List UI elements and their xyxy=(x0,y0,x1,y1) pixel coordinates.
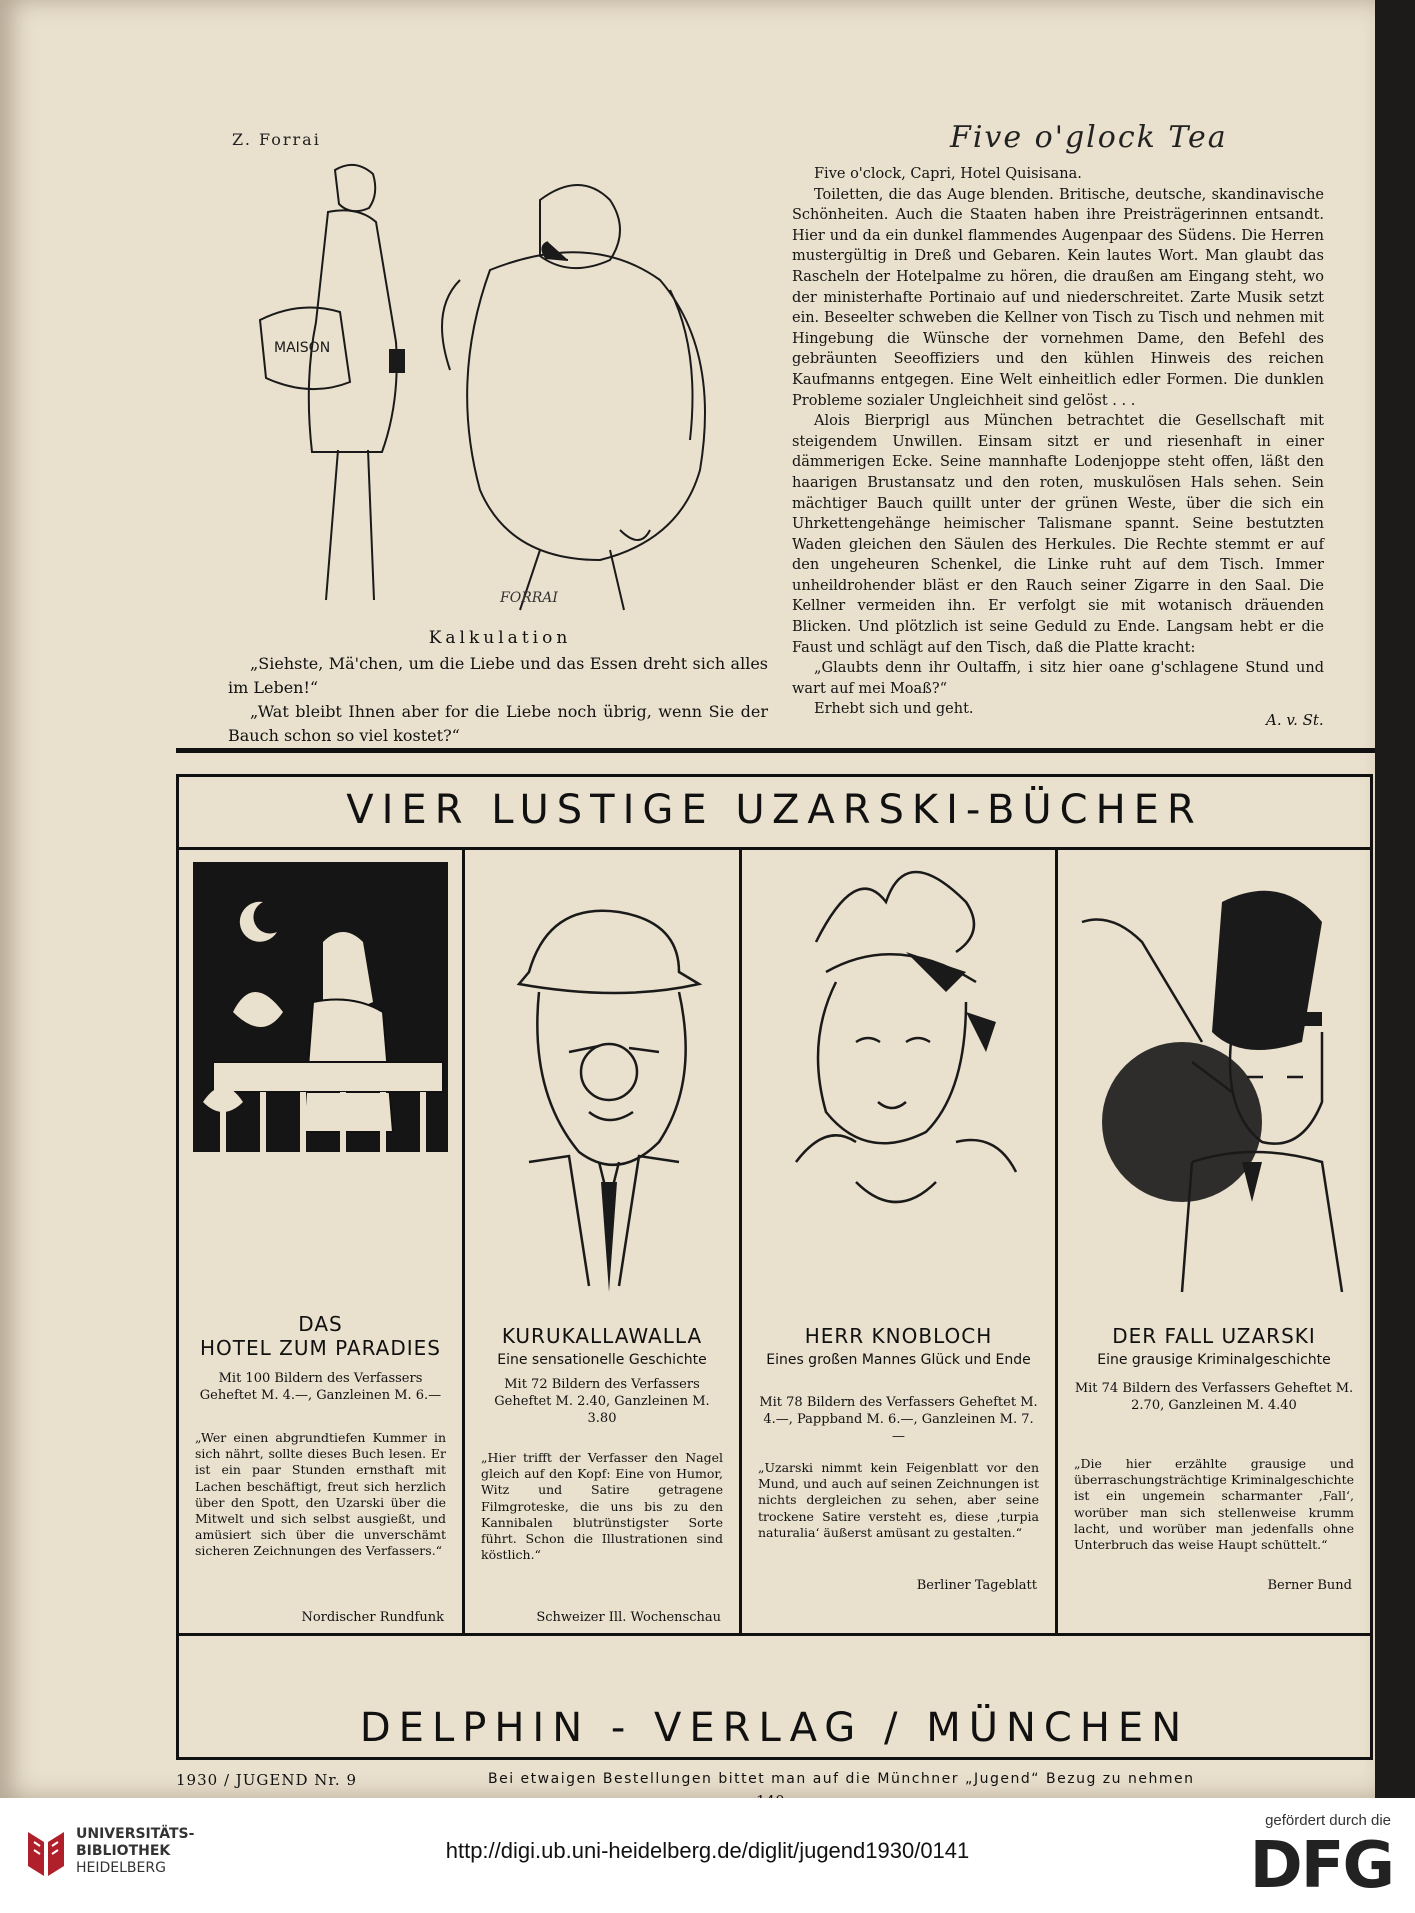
story-paragraph: Five o'clock, Capri, Hotel Quisisana. xyxy=(814,166,1082,182)
book-review: „Die hier erzählte grausige und überraschungsträchtige Kriminalgeschichte ist ein ungemein scharmanter ‚Fall‘, worüber man sich stellenweise krumm lacht, und worüber man jedenfalls ohne Unterbruch das weise Haupt schüttelt.“ xyxy=(1074,1456,1354,1553)
book-price: Mit 74 Bildern des Verfassers Geheftet M. 2.70, Ganzleinen M. 4.40 xyxy=(1074,1381,1354,1413)
book-illustration xyxy=(193,862,448,1292)
book-subtitle: Eine sensationelle Geschichte xyxy=(497,1352,707,1368)
cartoon-illustration xyxy=(240,150,760,620)
book-subtitle: Eines großen Mannes Glück und Ende xyxy=(766,1352,1031,1368)
permalink-url[interactable]: http://digi.ub.uni-heidelberg.de/diglit/jugend1930/0141 xyxy=(445,1838,970,1863)
cartoon-caption xyxy=(228,652,768,748)
book-card xyxy=(465,850,739,1633)
review-source: Berliner Tageblatt xyxy=(916,1578,1037,1593)
book-price: Mit 72 Bildern des Verfassers Geheftet M. 2.40, Ganzleinen M. 3.80 xyxy=(494,1377,710,1426)
library-name-line: BIBLIOTHEK xyxy=(76,1843,171,1859)
review-source: Schweizer Ill. Wochenschau xyxy=(536,1610,721,1625)
story-paragraph: Erhebt sich und geht. xyxy=(814,701,974,718)
book-card xyxy=(179,850,462,1633)
funding-label: gefördert durch die xyxy=(1265,1812,1391,1829)
story-paragraph: „Glaubts denn ihr Oultaffn, i sitz hier oane g'schlagene Stund und wart auf mei Moaß?“ xyxy=(792,660,1324,697)
book-subtitle: Eine grausige Kriminalgeschichte xyxy=(1097,1352,1331,1368)
book-illustration xyxy=(756,862,1041,1292)
book-title: HERR KNOBLOCH xyxy=(804,1324,993,1348)
story-paragraph: Toiletten, die das Auge blenden. Britische, deutsche, skandinavische Schönheiten. Auch die Staaten haben ihre Preisträgerinnen entsandt. Hier und da ein dunkel flammendes Augenpaar des Südens. Die Herren mustergültig in Dreß und Gebaren. Kein lautes Wort. Man glaubt das Rascheln der Hotelpalme zu hören, die draußen am Eingang steht, wo der ministerhafte Portinaio auf und niederschreitet. Zarte Musik setzt ein. Beseelter schweben die Kellner von Tisch zu Tisch und nehmen mit Hingebung die Wünsche der vornehmen Dame, den Befehl des gebräunten Seeoffiziers und den kühlen Hinweis des reichen Kaufmanns entgegen. Eine Welt einheitlich edler Formen. Die dunklen Probleme sozialer Ungleichheit sind gelöst . . . xyxy=(792,186,1324,409)
artist-signature: FORRAI xyxy=(500,590,558,606)
hotel-paradies-drawing xyxy=(193,862,448,1292)
library-name-line: UNIVERSITÄTS- xyxy=(76,1826,195,1842)
book-card xyxy=(1058,850,1370,1633)
story-author: A. v. St. xyxy=(1266,711,1324,729)
kurukallawalla-drawing xyxy=(479,862,725,1292)
book-title-line: HOTEL ZUM PARADIES xyxy=(200,1336,441,1360)
book-illustration xyxy=(479,862,725,1292)
book-title: KURUKALLAWALLA xyxy=(501,1324,703,1348)
book-title xyxy=(179,1312,462,1360)
book-price: Mit 78 Bildern des Verfassers Geheftet M. 4.—, Pappband M. 6.—, Ganzleinen M. 7.— xyxy=(759,1395,1038,1444)
book-advertisement xyxy=(176,774,1373,1760)
book-title-line: DAS xyxy=(298,1312,343,1336)
book-title: DER FALL UZARSKI xyxy=(1112,1324,1316,1348)
story-paragraph: Alois Bierprigl aus München betrachtet die Gesellschaft mit steigendem Unwillen. Einsam sitzt er und riesenhaft in einer dämmerigen Ecke. Seine mannhafte Lodenjoppe steht offen, läßt den haarigen Brustansatz und den roten, muskulösen Hals sehen. Sein mächtiger Bauch quillt unter der grünen Weste, über die sich ein Uhrkettengehänge heimischer Talismane spannt. Seine bestutzten Waden gleichen den Säulen des Herkules. Die Rechte stemmt er auf den ungeheuren Schenkel, die Linke ruht auf dem Tisch. Immer unheildrohender bläst er den Rauch seiner Zigarre in den Saal. Die Kellner vermeiden ihn. Er verfolgt sie mit wotanisch dräuenden Blicken. Und plötzlich ist seine Geduld zu Ende. Langsam hebt er die Faust und schlägt auf den Tisch, daß die Platte kracht: xyxy=(792,413,1324,656)
digitization-footer xyxy=(0,1798,1415,1913)
review-source: Nordischer Rundfunk xyxy=(301,1610,444,1625)
cartoon-drawing xyxy=(240,150,760,620)
artist-credit: Z. Forrai xyxy=(232,130,321,149)
section-divider xyxy=(176,748,1375,753)
publisher-name: DELPHIN - VERLAG / MÜNCHEN xyxy=(359,1705,1190,1751)
book-illustration xyxy=(1072,862,1356,1292)
caption-line: „Wat bleibt Ihnen aber for die Liebe noch übrig, wenn Sie der Bauch schon so viel kostet?“ xyxy=(228,702,768,745)
der-fall-uzarski-drawing xyxy=(1072,862,1356,1292)
svg-text:MAISON: MAISON xyxy=(274,340,331,356)
ad-divider xyxy=(179,1633,1370,1636)
book-price: Mit 100 Bildern des Verfassers Geheftet M. 4.—, Ganzleinen M. 6.— xyxy=(199,1371,442,1403)
story-title: Five o'glock Tea xyxy=(950,120,1228,155)
book-review: „Uzarski nimmt kein Feigenblatt vor den Mund, und auch auf seinen Zeichnungen ist nichts dergleichen zu sehen, aber seine trockene Satire versteht es, diese ‚turpia naturalia‘ äußerst amüsant zu gestalten.“ xyxy=(758,1460,1039,1540)
herr-knobloch-drawing xyxy=(756,862,1041,1292)
ad-headline: VIER LUSTIGE UZARSKI-BÜCHER xyxy=(346,787,1203,833)
order-note: Bei etwaigen Bestellungen bittet man auf die Münchner „Jugend“ Bezug zu nehmen xyxy=(488,1771,1195,1787)
review-source: Berner Bund xyxy=(1267,1578,1352,1593)
library-name-line: HEIDELBERG xyxy=(76,1860,166,1876)
story-body xyxy=(792,164,1324,720)
book-review: „Wer einen abgrundtiefen Kummer in sich nährt, sollte dieses Buch lesen. Er ist ein paar Stunden ernsthaft mit Lachen beschäftigt, freut sich herzlich über den Spott, den Uzarski über die Mitwelt und sich selbst ausgießt, und amüsiert sich über die unverschämt sicheren Zeichnungen des Verfassers.“ xyxy=(195,1430,446,1559)
issue-label: 1930 / JUGEND Nr. 9 xyxy=(176,1771,357,1789)
book-review: „Hier trifft der Verfasser den Nagel gleich auf den Kopf: Eine von Humor, Witz und Satire getragene Filmgroteske, die uns bis zu den Kannibalen blutrünstigster Sorte führt. Schon die Illustrationen sind köstlich.“ xyxy=(481,1450,723,1563)
caption-line: „Siehste, Mä'chen, um die Liebe und das Essen dreht sich alles im Leben!“ xyxy=(228,654,768,697)
dfg-logo: DFG xyxy=(1249,1829,1393,1903)
book-card xyxy=(742,850,1055,1633)
cartoon-caption-title: Kalkulation xyxy=(428,628,572,648)
